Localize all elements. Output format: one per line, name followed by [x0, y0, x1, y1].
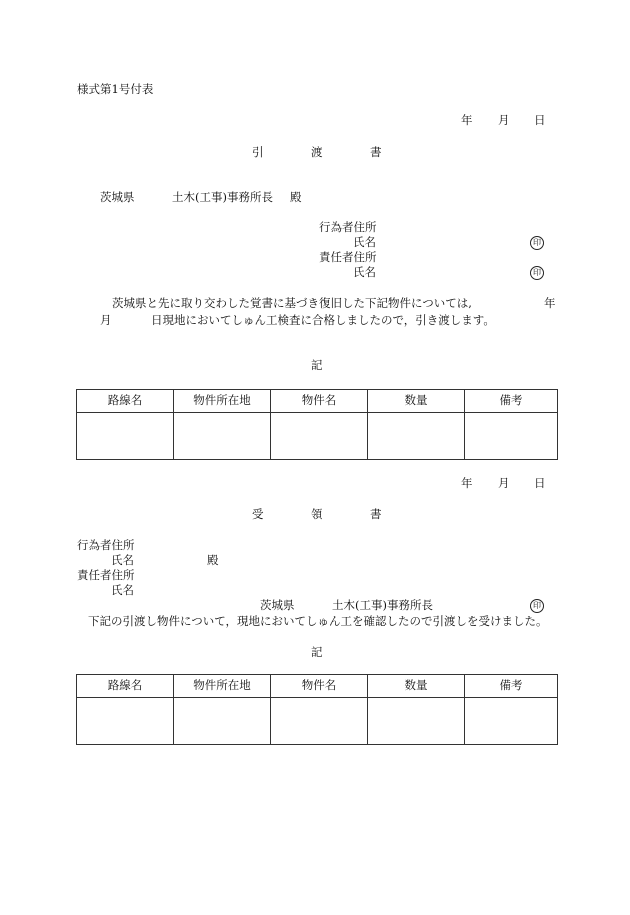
ki-label: 記	[311, 645, 323, 659]
table-cell	[465, 413, 558, 460]
actor-name-label: 氏名	[353, 235, 376, 249]
col-header-route: 路線名	[77, 675, 174, 698]
col-header-location: 物件所在地	[174, 675, 271, 698]
actor-address-label: 行為者住所	[319, 220, 377, 234]
form-label: 様式第1号付表	[77, 82, 154, 96]
addressee-prefecture: 茨城県	[100, 190, 135, 204]
col-header-quantity: 数量	[368, 675, 465, 698]
table-cell	[368, 698, 465, 745]
col-header-quantity: 数量	[368, 390, 465, 413]
ki-label: 記	[311, 358, 323, 372]
addressee-office-head: 土木(工事)事務所長	[172, 190, 273, 204]
title-char: 受	[252, 507, 264, 521]
table-cell	[174, 698, 271, 745]
seal-mark: 印	[530, 599, 544, 613]
title-char: 領	[311, 507, 323, 521]
body-month: 月	[100, 313, 112, 327]
table-cell	[77, 698, 174, 745]
actor-address-label: 行為者住所	[77, 538, 135, 552]
issuer-office-head: 土木(工事)事務所長	[332, 598, 433, 612]
table-cell	[77, 413, 174, 460]
responsible-address-label: 責任者住所	[77, 568, 135, 582]
seal-mark: 印	[530, 266, 544, 280]
title-char: 書	[370, 145, 382, 159]
body-line-1: 茨城県と先に取り交わした覚書に基づき復旧した下記物件については,	[112, 296, 472, 310]
responsible-address-label: 責任者住所	[319, 250, 377, 264]
table-header-row	[77, 390, 558, 413]
body-line-2: 日現地においてしゅん工検査に合格しましたので，引き渡します。	[151, 313, 495, 327]
actor-name-label: 氏名	[111, 553, 134, 567]
date-month: 月	[498, 476, 510, 490]
date-day: 日	[534, 476, 546, 490]
property-table-2	[76, 674, 558, 745]
table-row	[77, 698, 558, 745]
date-day: 日	[534, 113, 546, 127]
col-header-location: 物件所在地	[174, 390, 271, 413]
table-cell	[271, 413, 368, 460]
responsible-name-label: 氏名	[111, 583, 134, 597]
seal-mark: 印	[530, 236, 544, 250]
property-table-1	[76, 389, 558, 460]
table-cell	[368, 413, 465, 460]
col-header-property: 物件名	[271, 675, 368, 698]
addressee-honorific: 殿	[290, 190, 302, 204]
table-header-row	[77, 675, 558, 698]
body-year: 年	[544, 296, 556, 310]
col-header-route: 路線名	[77, 390, 174, 413]
title-char: 書	[370, 507, 382, 521]
responsible-name-label: 氏名	[353, 265, 376, 279]
table-cell	[174, 413, 271, 460]
col-header-property: 物件名	[271, 390, 368, 413]
addressee-honorific: 殿	[207, 553, 219, 567]
title-char: 引	[252, 145, 264, 159]
date-year: 年	[461, 476, 473, 490]
issuer-prefecture: 茨城県	[260, 598, 295, 612]
title-char: 渡	[311, 145, 323, 159]
table-cell	[271, 698, 368, 745]
col-header-remarks: 備考	[465, 675, 558, 698]
table-row	[77, 413, 558, 460]
date-year: 年	[461, 113, 473, 127]
table-cell	[465, 698, 558, 745]
body-text-receipt: 下記の引渡し物件について，現地においてしゅん工を確認したので引渡しを受けました。	[88, 614, 548, 628]
date-month: 月	[498, 113, 510, 127]
col-header-remarks: 備考	[465, 390, 558, 413]
